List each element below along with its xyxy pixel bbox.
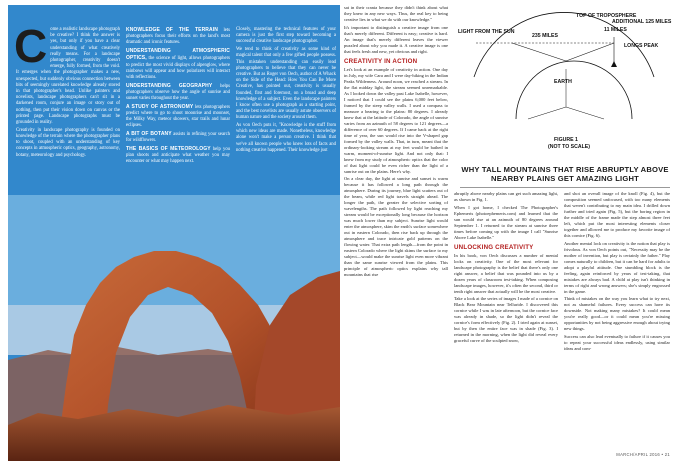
caption-divider [460,187,670,188]
paragraph: Success can also lead eventually to failure if it causes you to repeat your successful ideas endlessly, using similar ideas and com- [564,333,670,351]
left-column-3 [236,27,336,156]
radius-lines [528,69,604,119]
figure-caption: WHY TALL MOUNTAINS THAT RISE ABRUPTLY ABOVE NEARBY PLAINS GET AMAZING LIGHT [461,165,669,183]
mountain-icon [611,61,617,67]
label-additional-miles: ADDITIONAL 125 MILES [612,19,672,25]
paragraph: We tend to think of creativity as some kind of magical talent that only a few gifted people possess. This mistaken understanding can easily lead photographers to believe that they can never be creative. But as Roger von Oech, author of A Whack on the Side of the Head: How You Can Be More Creative, has pointed out, creativity is usually founded, first and foremost, on a broad and deep knowledge of a subject. Even the landscape painters I know often use a photograph as a starting point, and the best novelists are usually astute observers of human nature and the society around them. [236,47,336,121]
paragraph: It's important to distinguish a creative image from one that's merely different. Different is easy; creative is hard. An image that's merely different leaves the viewer puzzled about why you made it. A creative image is one that feels fresh and new, yet obvious and right. [344,24,448,54]
list-item: KNOWLEDGE OF THE TERRAIN lets photographers focus their efforts on the land's most dramatic and iconic features. [126,27,231,46]
paragraph: and shot an overall image of the knoll (Fig. 4), but the composition seemed unfocused, with too many elements that weren't contributing to my main idea. I drilled down further and tried again (Fig. 5), but the boring region in the middle of the frame made the step almost three feet left, which put the most interesting elements closer together and allowed me to produce my favorite image of this cornice (Fig. 6). [564,191,670,238]
paragraph: abruptly above nearby plains can get such amazing light, as shown in Fig. 1. [454,191,558,202]
ray-line [566,43,614,61]
label-light-from-sun: LIGHT FROM THE SUN [458,29,515,35]
figure-1-diagram [454,7,674,159]
paragraph: In his book, von Oech discusses a number of mental locks on creativity. One of the most relevant for landscape photography is the belief that there's only one right answer, a belief that was pounded into us by a dozen years of classroom test-taking. When composing landscape images, however, it's often the second, third or tenth right answer that actually will be the most creative. [454,252,558,294]
paragraph: When I got home, I checked The Photographer's Ephemeris (photoephemeris.com) and learned that the sun would rise at an azimuth of 80 degrees around September 1. I returned to the stream at sunrise three times before coming up with the image I call "Sunrise Above Lake Isabelle." [454,204,558,240]
list-item: UNDERSTANDING ATMOSPHERIC OPTICS, the science of light, allows photographers to predict the most vivid displays of alpenglow, where rainbows will appear and how polarizers will interact with reflections. [126,48,230,80]
ray-line [512,43,566,61]
left-page [8,5,340,461]
paragraph: Closely, mastering the technical features of your camera is just the first step toward becoming a successful creative landscape photographer. [236,27,336,45]
drop-cap: C [14,20,48,72]
paragraph: ome a realistic landscape photograph be creative? I think the answer is yes, but only if you have a clear understanding of what creatively really means. For a landscape photographer, creativity doesn't emerge, fully formed, from the void. It emerges when the photographer makes a new, unexpected, but suddenly obvious connection between bits of seemingly unrelated knowledge already stored in that photographer's head. Unlike painters and novelists, landscape photographers can't sit in a darkened room, conjure an image or story out of nothing, then put their vision down on canvas or the printed page. Landscape photographs must be grounded in reality. [16,27,120,126]
list-item: A BIT OF BOTANY assists in refining your search for wildflowers. [126,131,231,144]
right-page [342,5,676,461]
paragraph: Creativity in landscape photography is founded on knowledge of the terrain where the photographer plans to shoot, coupled with an understanding of key concepts in atmospheric optics, geography, astronomy, botany, meteorology and psychology. [16,127,120,158]
list-item: A STUDY OF ASTRONOMY lets photographers predict where to go to shoot moonrise and moonset, the Milky Way, meteor showers, star trails and lunar eclipses. [126,103,231,129]
paragraph: Another mental lock on creativity is the notion that play is frivolous. As von Oech points out, "Necessity may be the mother of invention, but play is certainly the father." Play comes naturally to children, but it can be hard for adults to adopt a playful attitude. One stumbling block is the feeling, again reinforced by years of test-taking, that mistakes are always bad. A child at play isn't thinking in terms of right and wrong answers; she's simply engrossed in the game. [564,240,670,294]
paragraph: Let's look at an example of creativity in action. One day in July, my wife Cara and I were day-hiking in the Indian Peaks Wilderness. Around noon, we reached a stream. In the flat midday light, the stream seemed unremarkable. As I looked down the valley past Lake Isabelle, however, I noticed that I could see the plains 6,000 feet below, framed by the steep valley walls. I used a compass to measure a bearing to the plains: 80 degrees. I already knew that at the latitude of Colorado, the angle of sunrise varies from an azimuth of 58 degrees to 121 degrees—a difference of over 60 degrees. If I came back at the right time of year, the sun would rise into the V-shaped gap formed by the valley walls. That, in turn, meant that the ordinary-looking stream at my feet would be bathed in warm, moment-of-sunrise light. And not only that: I knew from my study of atmospheric optics that the color of that light could be even richer than the light of a sunrise out on the plains. Here's why. [344,66,448,174]
label-longs-peak: LONGS PEAK [624,43,659,49]
paragraph: Think of mistakes on the way you learn what to try next, not as shameful failures. Every success can have its downside. Not making many mistakes? It could mean you're really good—or it could mean you're missing opportunities by not being aggressive enough about trying new things. [564,296,670,331]
paragraph: Take a look at the series of images I made of a cornice on Black Bear Mountain near Telluride. I discovered this cornice while I was in late afternoon, but the cornice face was already in shade, so the light didn't reveal the cornice's form effectively (Fig. 2). I tried again at sunset, but by then the entire face was in shade (Fig. 3). I returned in the morning, when the light did reveal every graceful curve of the sculpted snow, [454,296,558,343]
section-heading: UNLOCKING CREATIVITY [454,243,534,251]
label-figure-1: FIGURE 1 [554,137,578,143]
paragraph: On a clear day, the light at sunrise and sunset is warm because it has followed a long path through the atmosphere. During its journey, blue light scatters out of the beam, while red light travels straight ahead. The longer the path, the greater the selective sorting of wavelengths. The path followed by light reaching my stream would be exceptionally long because the horizon was much lower than my subject. Sunrise light would enter the atmosphere, skim the earth's surface somewhere out in eastern Colorado, then rise back up through the atmosphere and trace intricate gold patterns on the flowing water. That extra path length—from the point in eastern Colorado where the light skims the surface to my subject—would make the sunrise light even more vibrant than the same sunrise viewed from the plains. This principle of atmospheric optics explains why tall mountains that rise [344,176,448,277]
label-11-miles: 11 MILES [604,27,627,33]
page-footer: MARCH/APRIL 2016 • 21 [616,452,670,457]
right-column-3 [564,191,670,353]
left-column-2 [126,27,230,167]
label-not-to-scale: (NOT TO SCALE) [548,144,590,150]
label-235-miles: 235 MILES [532,33,558,39]
label-top-of-troposphere: TOP OF TROPOSPHERE [576,13,637,19]
list-item: UNDERSTANDING GEOGRAPHY helps photographers observe how the angle of sunrise and sunset varies throughout the year. [126,82,231,102]
left-column-1 [14,20,120,160]
right-column-2 [454,191,558,346]
paragraph: As von Oech puts it, "Knowledge is the stuff from which new ideas are made. Nonetheless, knowledge alone won't make a person creative. I think that we've all known people who knew lots of facts and nothing creative happened. Their knowledge just [236,123,336,153]
label-earth: EARTH [554,79,572,85]
section-heading: CREATIVITY IN ACTION [344,57,418,65]
right-column-1 [344,5,448,280]
paragraph: sat in their crania because they didn't think about what they knew in any new ways. Thus, the real key to being creative lies in what we do with our knowledge." [344,5,448,22]
earth-arc [516,61,632,119]
list-item: THE BASICS OF METEOROLOGY help you plan shoots and anticipate what weather you may encounter or what may happen next. [126,145,231,165]
